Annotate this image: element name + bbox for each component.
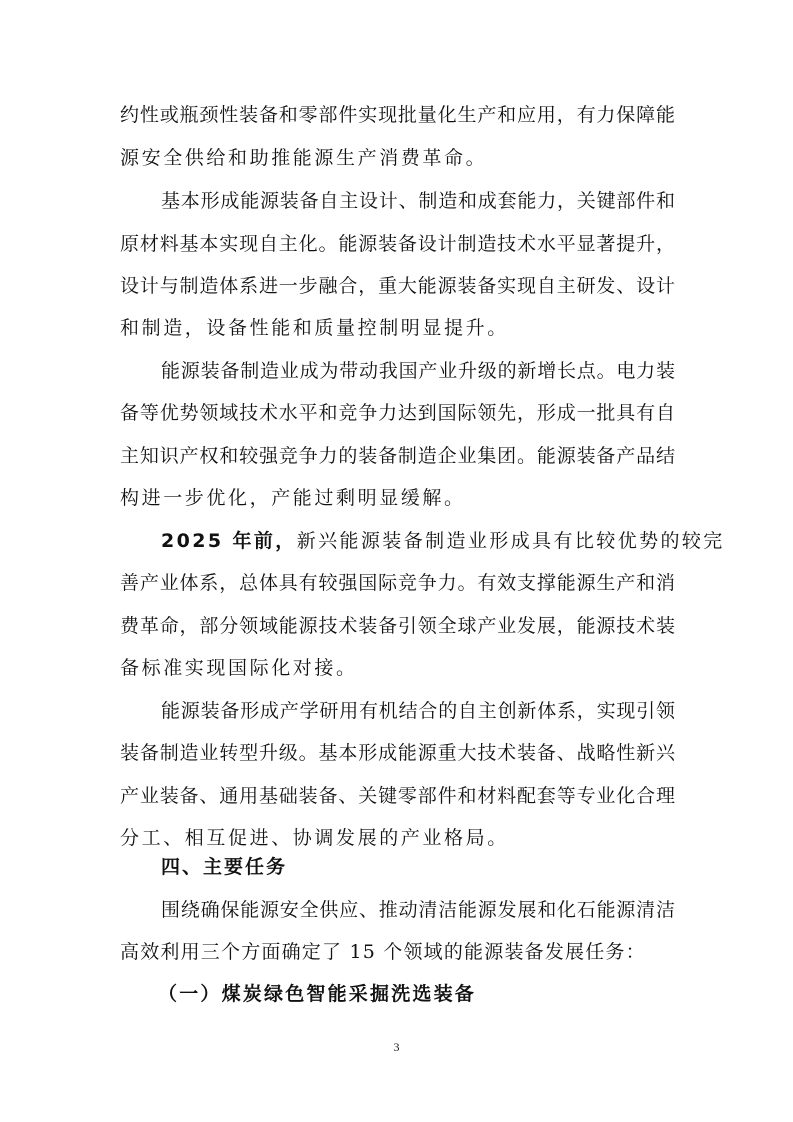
paragraph-line: 分工、相互促进、协调发展的产业格局。 — [120, 827, 509, 849]
paragraph-line: 源安全供给和助推能源生产消费革命。 — [120, 147, 488, 169]
paragraph-line: 主知识产权和较强竞争力的装备制造企业集团。能源装备产品结 — [120, 445, 675, 467]
paragraph-line: 产业装备、通用基础装备、关键零部件和材料配套等专业化合理 — [120, 785, 675, 807]
paragraph-text: 新兴能源装备制造业形成具有比较优势的较完 — [296, 530, 725, 552]
paragraph-line: 原材料基本实现自主化。能源装备设计制造技术水平显著提升， — [120, 233, 675, 255]
page-number: 3 — [393, 1040, 400, 1054]
section-heading: 四、主要任务 — [161, 856, 288, 878]
paragraph-line: 设计与制造体系进一步融合，重大能源装备实现自主研发、设计 — [120, 275, 675, 297]
paragraph-line: 约性或瓶颈性装备和零部件实现批量化生产和应用，有力保障能 — [120, 104, 675, 126]
paragraph-line: 备标准实现国际化对接。 — [120, 657, 358, 679]
paragraph-line: 能源装备形成产学研用有机结合的自主创新体系，实现引领 — [161, 700, 675, 722]
paragraph-line — [161, 524, 725, 558]
paragraph-line: 和制造，设备性能和质量控制明显提升。 — [120, 317, 509, 339]
paragraph-line: 装备制造业转型升级。基本形成能源重大技术装备、战略性新兴 — [120, 742, 675, 764]
paragraph-line: 费革命，部分领域能源技术装备引领全球产业发展，能源技术装 — [120, 615, 675, 637]
paragraph-line: 围绕确保能源安全供应、推动清洁能源发展和化石能源清洁 — [161, 899, 675, 921]
paragraph-line: 能源装备制造业成为带动我国产业升级的新增长点。电力装 — [161, 360, 675, 382]
sub-heading: （一）煤炭绿色智能采掘洗选装备 — [158, 983, 477, 1005]
bold-lead-text: 2025 年前， — [161, 530, 297, 552]
paragraph-line: 备等优势领域技术水平和竞争力达到国际领先，形成一批具有自 — [120, 402, 675, 424]
paragraph-line: 基本形成能源装备自主设计、制造和成套能力，关键部件和 — [161, 190, 675, 212]
paragraph-line: 高效利用三个方面确定了 15 个领域的能源装备发展任务： — [120, 941, 646, 963]
paragraph-line: 构进一步优化，产能过剩明显缓解。 — [120, 487, 466, 509]
paragraph-line: 善产业体系，总体具有较强国际竞争力。有效支撑能源生产和消 — [120, 572, 675, 594]
